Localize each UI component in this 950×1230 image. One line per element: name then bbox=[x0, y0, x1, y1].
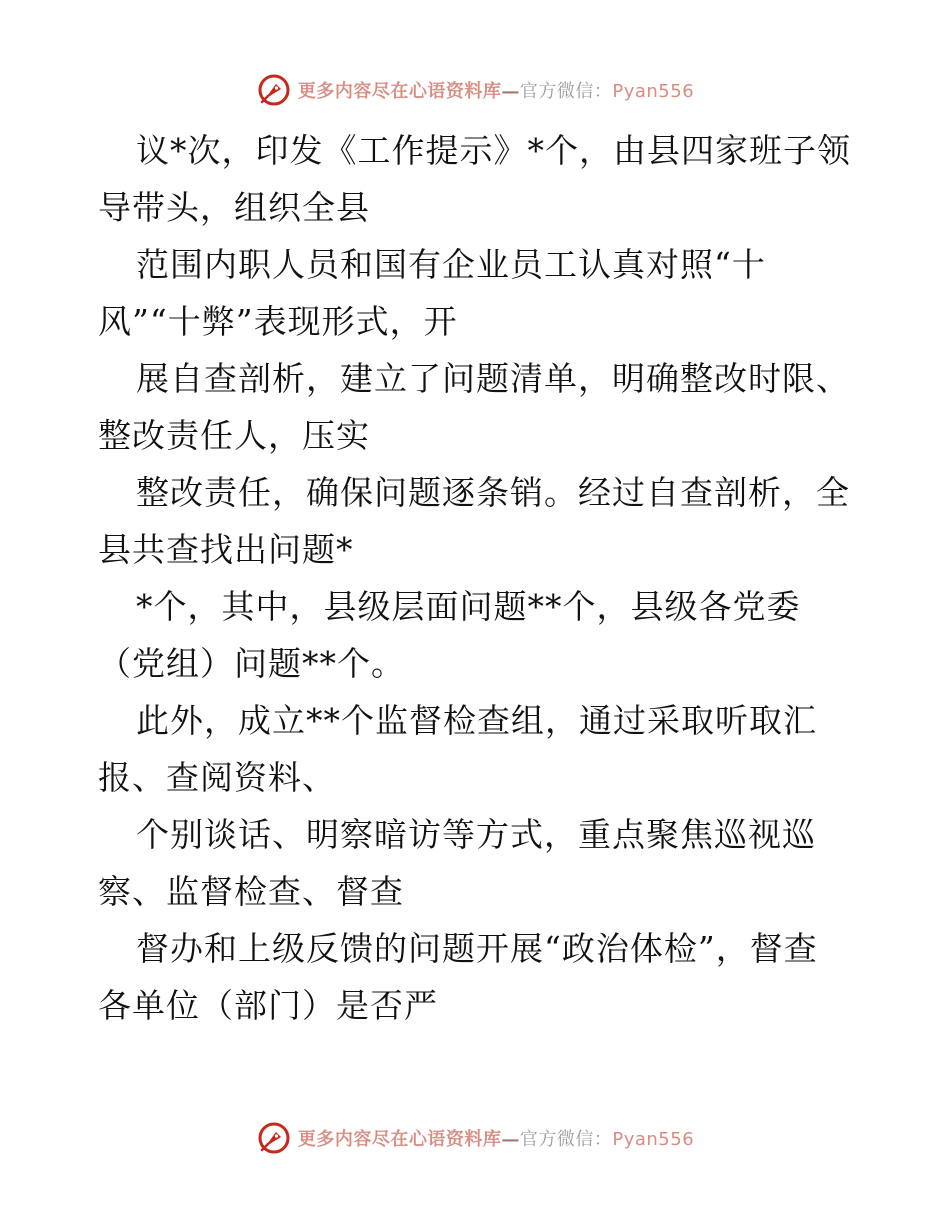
pen-nib-logo-icon bbox=[256, 1120, 292, 1156]
text-line: 导带头，组织全县 bbox=[98, 188, 370, 227]
footer-banner bbox=[0, 1118, 950, 1158]
text-line: 范围内职人员和国有企业员工认真对照“十 bbox=[136, 245, 766, 284]
text-line: 察、监督检查、督查 bbox=[98, 872, 404, 911]
text-line: 风”“十弊”表现形式，开 bbox=[98, 302, 458, 341]
text-line: （党组）问题**个。 bbox=[98, 644, 405, 683]
footer-brand-text: 更多内容尽在心语资料库 bbox=[297, 1129, 502, 1150]
text-line: 议*次，印发《工作提示》*个，由县四家班子领 bbox=[136, 131, 851, 170]
header-wechat-id: Pyan556 bbox=[612, 81, 695, 102]
header-wechat-label: 官方微信： bbox=[519, 81, 613, 102]
document-body bbox=[98, 122, 858, 1034]
text-line: 个别谈话、明察暗访等方式，重点聚焦巡视巡 bbox=[136, 815, 816, 854]
header-separator: — bbox=[501, 81, 520, 102]
text-line: 展自查剖析，建立了问题清单，明确整改时限、 bbox=[136, 359, 850, 398]
footer-wechat-label: 官方微信： bbox=[519, 1129, 613, 1150]
header-banner bbox=[0, 70, 950, 110]
text-line: *个，其中，县级层面问题**个，县级各党委 bbox=[136, 587, 801, 626]
footer-separator: — bbox=[501, 1129, 520, 1150]
text-line: 报、查阅资料、 bbox=[98, 758, 336, 797]
text-line: 县共查找出问题* bbox=[98, 530, 354, 569]
text-line: 整改责任人，压实 bbox=[98, 416, 370, 455]
pen-nib-logo-icon bbox=[256, 72, 292, 108]
text-line: 整改责任，确保问题逐条销。经过自查剖析，全 bbox=[136, 473, 850, 512]
text-line: 此外，成立**个监督检查组，通过采取听取汇 bbox=[136, 701, 817, 740]
header-brand-text: 更多内容尽在心语资料库 bbox=[297, 81, 502, 102]
footer-wechat-id: Pyan556 bbox=[612, 1129, 695, 1150]
text-line: 督办和上级反馈的问题开展“政治体检”，督查 bbox=[136, 929, 818, 968]
text-line: 各单位（部门）是否严 bbox=[98, 986, 438, 1025]
